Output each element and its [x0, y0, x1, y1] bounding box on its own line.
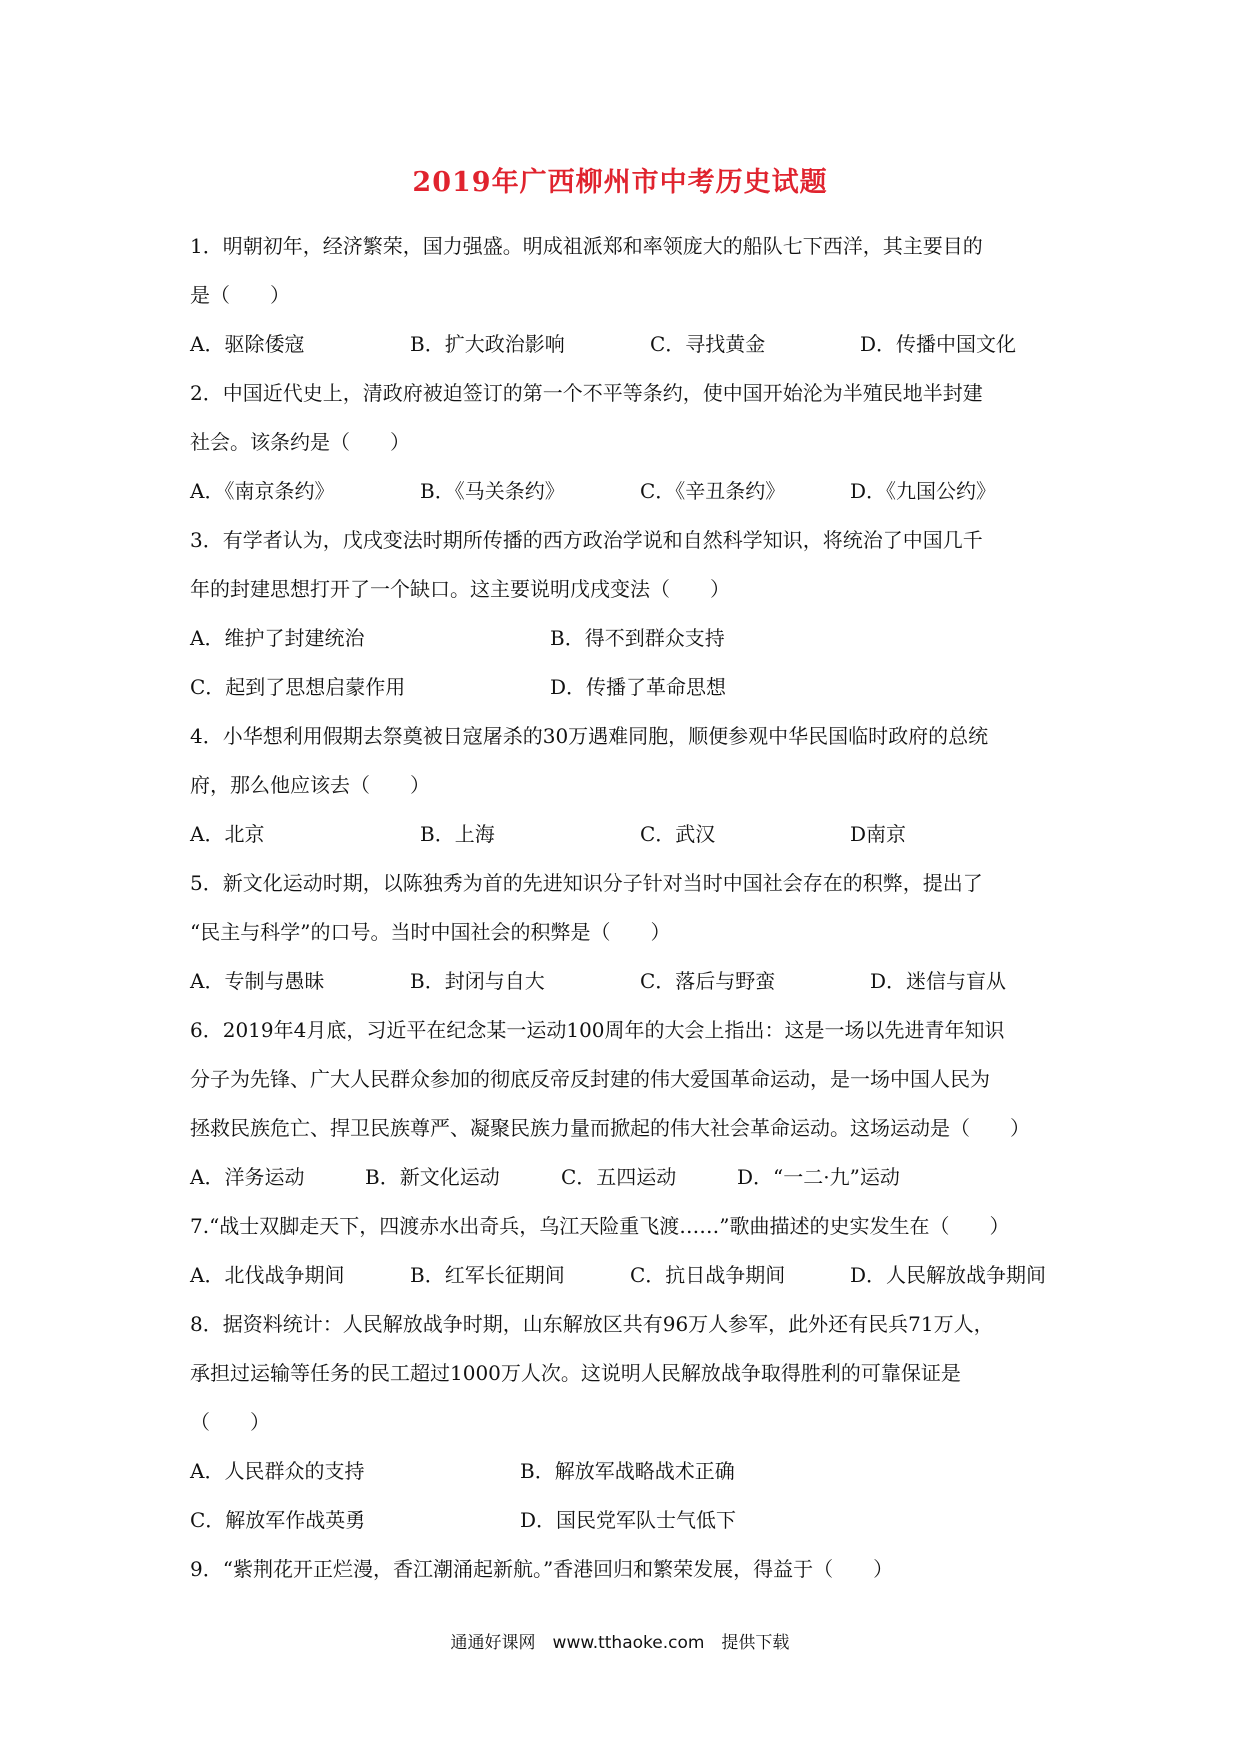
question-7-option-a: A．北伐战争期间 [190, 1263, 345, 1287]
question-1-line-2: 是（ ） [190, 283, 290, 307]
question-5-line-1: 5．新文化运动时期，以陈独秀为首的先进知识分子针对当时中国社会存在的积弊，提出了 [190, 871, 983, 895]
question-8-line-1: 8．据资料统计：人民解放战争时期，山东解放区共有96万人参军，此外还有民兵71万人， [190, 1312, 994, 1336]
question-1-option-b: B．扩大政治影响 [410, 332, 565, 356]
question-9-line-1: 9．“紫荆花开正烂漫，香江潮涌起新航。”香港回归和繁荣发展，得益于（ ） [190, 1557, 894, 1581]
question-4 [190, 712, 1060, 859]
question-6-options [190, 1153, 1060, 1202]
question-5-option-a: A．专制与愚昧 [190, 969, 325, 993]
question-3-option-d: D．传播了革命思想 [550, 675, 727, 699]
question-8-option-c: C．解放军作战英勇 [190, 1508, 366, 1532]
question-3 [190, 516, 1060, 712]
question-5-option-b: B．封闭与自大 [410, 969, 545, 993]
question-1 [190, 222, 1060, 369]
question-2 [190, 369, 1060, 516]
question-2-line-1: 2．中国近代史上，清政府被迫签订的第一个不平等条约，使中国开始沦为半殖民地半封建 [190, 381, 983, 405]
question-2-option-a: A．《南京条约》 [190, 479, 335, 503]
question-3-option-c: C．起到了思想启蒙作用 [190, 675, 406, 699]
question-6 [190, 1006, 1060, 1202]
question-1-options [190, 320, 1060, 369]
question-8-option-b: B．解放军战略战术正确 [520, 1459, 735, 1483]
question-3-line-2: 年的封建思想打开了一个缺口。这主要说明戊戌变法（ ） [190, 577, 730, 601]
question-3-options-row-1 [190, 614, 1060, 663]
question-8-option-d: D．国民党军队士气低下 [520, 1508, 737, 1532]
question-1-line-1: 1．明朝初年，经济繁荣，国力强盛。明成祖派郑和率领庞大的船队七下西洋，其主要目的 [190, 234, 983, 258]
question-6-line-1: 6．2019年4月底，习近平在纪念某一运动100周年的大会上指出：这是一场以先进青年知识 [190, 1018, 1005, 1042]
question-7-option-c: C．抗日战争期间 [630, 1263, 786, 1287]
question-5-option-d: D．迷信与盲从 [870, 969, 1007, 993]
question-3-line-1: 3．有学者认为，戊戌变法时期所传播的西方政治学说和自然科学知识，将统治了中国几千 [190, 528, 983, 552]
question-2-options [190, 467, 1060, 516]
question-7-option-d: D．人民解放战争期间 [850, 1263, 1047, 1287]
question-2-option-c: C．《辛丑条约》 [640, 479, 786, 503]
question-6-option-a: A．洋务运动 [190, 1165, 305, 1189]
question-8-options-row-2 [190, 1496, 1060, 1545]
question-8-option-a: A．人民群众的支持 [190, 1459, 365, 1483]
question-6-option-c: C．五四运动 [561, 1165, 677, 1189]
question-1-option-d: D．传播中国文化 [860, 332, 1017, 356]
question-8-options-row-1 [190, 1447, 1060, 1496]
question-3-option-a: A．维护了封建统治 [190, 626, 365, 650]
question-list [190, 222, 1060, 1594]
question-7 [190, 1202, 1060, 1300]
question-1-option-c: C．寻找黄金 [650, 332, 766, 356]
question-3-option-b: B．得不到群众支持 [550, 626, 725, 650]
question-3-options-row-2 [190, 663, 1060, 712]
question-5-option-c: C．落后与野蛮 [640, 969, 776, 993]
question-5-line-2: “民主与科学”的口号。当时中国社会的积弊是（ ） [190, 920, 671, 944]
question-1-option-a: A．驱除倭寇 [190, 332, 305, 356]
question-4-options [190, 810, 1060, 859]
question-8-line-3: （ ） [190, 1410, 270, 1434]
question-8-line-2: 承担过运输等任务的民工超过1000万人次。这说明人民解放战争取得胜利的可靠保证是 [190, 1361, 961, 1385]
question-4-option-b: B．上海 [420, 822, 495, 846]
question-4-option-d: D南京 [850, 822, 907, 846]
question-7-options [190, 1251, 1060, 1300]
question-7-line-1: 7.“战士双脚走天下，四渡赤水出奇兵，乌江天险重飞渡……”歌曲描述的史实发生在（ ） [190, 1214, 1010, 1238]
question-6-option-b: B．新文化运动 [365, 1165, 500, 1189]
question-2-option-b: B．《马关条约》 [420, 479, 565, 503]
question-2-line-2: 社会。该条约是（ ） [190, 430, 410, 454]
footer-source: 通通好课网 www.tthaoke.com 提供下载 [450, 1633, 790, 1653]
question-6-line-2: 分子为先锋、广大人民群众参加的彻底反帝反封建的伟大爱国革命运动，是一场中国人民为 [190, 1067, 990, 1091]
page-title: 2019年广西柳州市中考历史试题 [412, 167, 828, 198]
question-5-options [190, 957, 1060, 1006]
question-4-line-1: 4．小华想利用假期去祭奠被日寇屠杀的30万遇难同胞，顺便参观中华民国临时政府的总统 [190, 724, 989, 748]
question-7-option-b: B．红军长征期间 [410, 1263, 565, 1287]
question-8 [190, 1300, 1060, 1545]
question-5 [190, 859, 1060, 1006]
question-6-line-3: 拯救民族危亡、捍卫民族尊严、凝聚民族力量而掀起的伟大社会革命运动。这场运动是（ ） [190, 1116, 1030, 1140]
question-4-option-c: C．武汉 [640, 822, 716, 846]
question-4-line-2: 府，那么他应该去（ ） [190, 773, 430, 797]
question-4-option-a: A．北京 [190, 822, 265, 846]
question-9 [190, 1545, 1060, 1594]
question-6-option-d: D．“一二·九”运动 [737, 1165, 900, 1189]
question-2-option-d: D．《九国公约》 [850, 479, 997, 503]
